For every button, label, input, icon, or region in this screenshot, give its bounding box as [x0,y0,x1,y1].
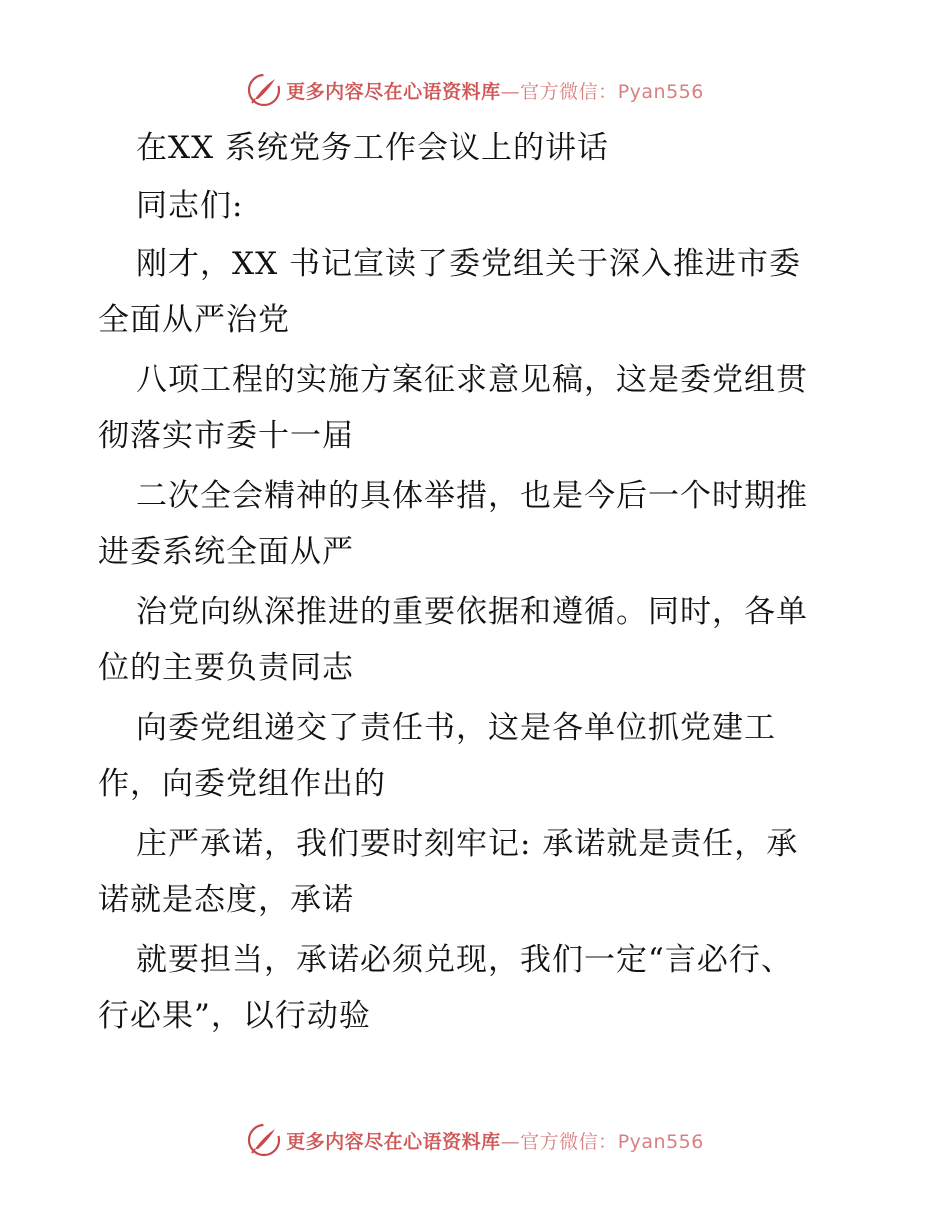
paragraph-line: 诺就是态度，承诺 [98,882,354,918]
watermark-account: Pyan556 [617,80,704,103]
paragraph-line: 就要担当，承诺必须兑现，我们一定“言必行、 [136,942,793,978]
watermark-brand: 更多内容尽在心语资料库 [286,80,501,103]
quill-logo-icon [246,72,282,108]
watermark-footer [0,1120,950,1160]
paragraph-line: 八项工程的实施方案征求意见稿，这是委党组贯 [136,362,808,398]
paragraph-line: 全面从严治党 [98,302,290,338]
watermark-text [286,77,704,104]
watermark-header [0,70,950,110]
paragraph-line: 进委系统全面从严 [98,534,354,570]
watermark-account: Pyan556 [617,1130,704,1153]
watermark-text [286,1127,704,1154]
paragraph-line: 向委党组递交了责任书，这是各单位抓党建工 [136,710,776,746]
paragraph-line: 治党向纵深推进的重要依据和遵循。同时，各单 [136,594,808,630]
paragraph-line: 庄严承诺，我们要时刻牢记: 承诺就是责任，承 [136,826,799,862]
watermark-dash: — [500,80,521,103]
paragraph-line: 刚才，XX 书记宣读了委党组关于深入推进市委 [136,246,801,282]
paragraph-line: 作，向委党组作出的 [98,766,386,802]
watermark-brand: 更多内容尽在心语资料库 [286,1130,501,1153]
watermark-label: 官方微信： [520,1130,618,1153]
watermark-dash: — [500,1130,521,1153]
document-title: 在XX 系统党务工作会议上的讲话 [136,130,609,166]
paragraph-line: 彻落实市委十一届 [98,418,354,454]
watermark-label: 官方微信： [520,80,618,103]
salutation: 同志们: [136,188,244,224]
paragraph-line: 位的主要负责同志 [98,650,354,686]
paragraph-line: 二次全会精神的具体举措，也是今后一个时期推 [136,478,808,514]
paragraph-line: 行必果”，以行动验 [98,998,371,1034]
quill-logo-icon [246,1122,282,1158]
